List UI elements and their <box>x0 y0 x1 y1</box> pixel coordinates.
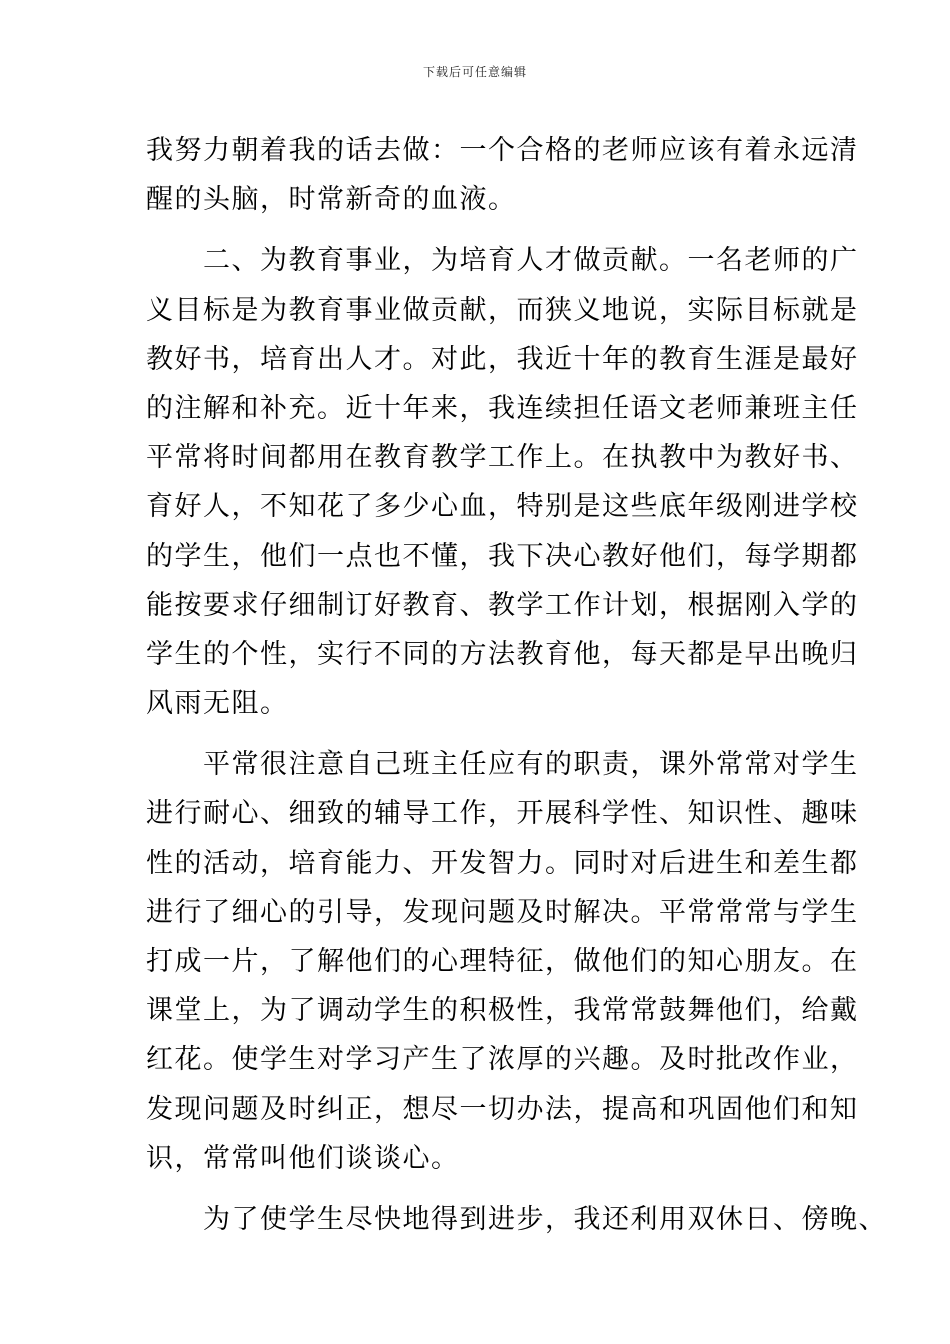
text-line: 进行了细心的引导，发现问题及时解决。平常常常与学生 <box>146 896 859 928</box>
text-line: 性的活动，培育能力、开发智力。同时对后进生和差生都 <box>146 847 859 879</box>
paragraph-3 <box>146 740 859 1183</box>
text-line: 醒的头脑，时常新奇的血液。 <box>146 184 517 216</box>
document-body <box>146 126 887 1244</box>
text-line: 学生的个性，实行不同的方法教育他，每天都是早出晚归 <box>146 638 859 670</box>
text-line: 课堂上，为了调动学生的积极性，我常常鼓舞他们，给戴 <box>146 995 859 1027</box>
text-line: 我努力朝着我的话去做：一个合格的老师应该有着永远清 <box>146 135 859 166</box>
text-line: 平常很注意自己班主任应有的职责，课外常常对学生 <box>146 749 859 781</box>
text-line: 育好人，不知花了多少心血，特别是这些底年级刚进学校 <box>146 491 859 523</box>
text-line: 识，常常叫他们谈谈心。 <box>146 1142 460 1174</box>
text-line: 进行耐心、细致的辅导工作，开展科学性、知识性、趣味 <box>146 798 859 830</box>
text-line: 打成一片，了解他们的心理特征，做他们的知心朋友。在 <box>146 946 859 977</box>
page-header: 下载后可任意编辑 <box>422 65 527 79</box>
text-line: 红花。使学生对学习产生了浓厚的兴趣。及时批改作业， <box>146 1044 859 1076</box>
text-line: 能按要求仔细制订好教育、教学工作计划，根据刚入学的 <box>146 589 859 621</box>
paragraph-4 <box>146 1195 887 1244</box>
text-line: 义目标是为教育事业做贡献，而狭义地说，实际目标就是 <box>146 294 859 326</box>
text-line: 风雨无阻。 <box>146 688 289 720</box>
text-line: 教好书，培育出人才。对此，我近十年的教育生涯是最好 <box>146 343 859 375</box>
text-line: 的学生，他们一点也不懂，我下决心教好他们，每学期都 <box>146 540 859 572</box>
text-line: 平常将时间都用在教育教学工作上。在执教中为教好书、 <box>146 442 859 474</box>
text-line: 二、为教育事业，为培育人才做贡献。一名老师的广 <box>146 245 859 277</box>
text-line: 的注解和补充。近十年来，我连续担任语文老师兼班主任 <box>146 392 859 424</box>
paragraph-1 <box>146 126 859 224</box>
text-line: 发现问题及时纠正，想尽一切办法，提高和巩固他们和知 <box>146 1093 859 1125</box>
text-line: 为了使学生尽快地得到进步，我还利用双休日、傍晚、 <box>146 1203 887 1235</box>
paragraph-2 <box>146 236 859 728</box>
